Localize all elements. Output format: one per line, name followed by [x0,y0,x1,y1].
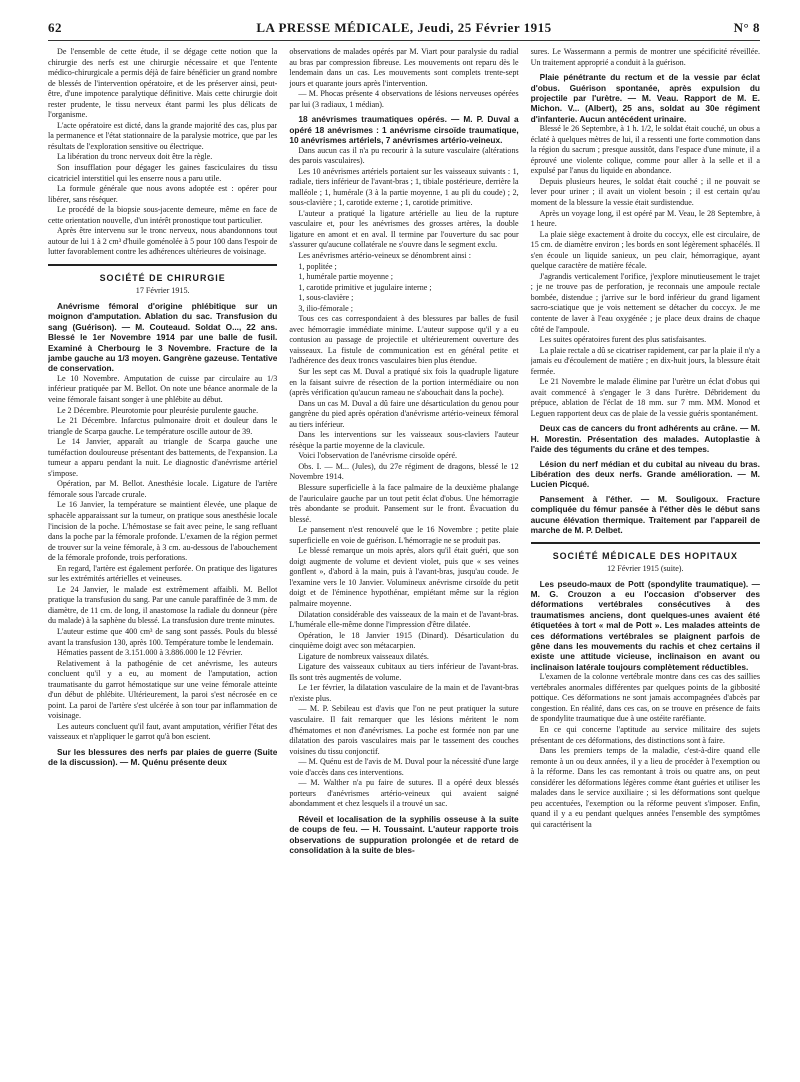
paragraph: Blessure superficielle à la face palmaire de la deuxième phalange de l'auriculaire gauche par un tout petit éclat d'obus. Une hémorragie très abondante se produit. Pansement sur le front. Évacuation du blessé. [289,483,519,524]
list-item: 1, carotide primitive et jugulaire interne ; [298,282,432,292]
paragraph: Les anévrismes artério-veineux se dénombrent ainsi : [298,250,471,260]
list-item: 1, sous-clavière ; [298,293,354,303]
article-heading: Deux cas de cancers du front adhérents au crâne. — M. H. Morestin. Présentation des malades. Autoplastie à l'aide des téguments du crâne et des tempes. [530,423,760,455]
paragraph: La plaie siège exactement à droite du coccyx, elle est circulaire, de 15 cm. de diamètre environ ; les bords en sont légèrement sphacélés. Il s'en écoule un liquide sanieux, un peu clair, hémorragique, ayant quelque caractère de matière fécale. [530,229,760,271]
paragraph: — M. Walther n'a pu faire de sutures. Il a opéré deux blessés porteurs d'anévrismes artério-veineux qui avaient saigné abondamment et chez lesquels il a trouvé un sac. [289,778,519,809]
article-heading: Sur les blessures des nerfs par plaies de guerre (Suite de la discussion). — M. Quénu présente deux [48,747,278,768]
paragraph: Dans les interventions sur les vaisseaux sous-claviers l'auteur résèque la partie moyenne de la clavicule. [289,430,519,450]
page-number: 62 [48,20,62,35]
section-title: SOCIÉTÉ MÉDICALE DES HOPITAUX [552,550,738,561]
paragraph: En ce qui concerne l'aptitude au service militaire des sujets présentant de ces déformations, des distinctions sont à faire. [530,724,760,745]
paragraph: observations de malades opérés par M. Viart pour paralysie du radial au bras par compression fibreuse. Les mouvements ont reparu dès le lendemain dans un cas. Les mouvements sont complets trente-sept jours et quarante jours après l'intervention. [289,47,519,88]
paragraph: L'acte opératoire est dicté, dans la grande majorité des cas, plus par la permanence et l'état stationnaire de la paralysie motrice, que par les résultats de l'exploration sensitive ou électrique. [48,120,278,151]
paragraph: Opération, par M. Bellot. Anesthésie locale. Ligature de l'artère fémorale sous l'arcade crurale. [48,479,278,499]
text-columns [48,47,760,1082]
paragraph: Obs. I. — M... (Jules), du 27e régiment de dragons, blessé le 12 Novembre 1914. [289,461,519,482]
paragraph: — M. Phocas présente 4 observations de lésions nerveuses opérées par lui (3 radiaux, 1 médian). [289,89,519,109]
section-divider [48,264,277,266]
paragraph: — M. P. Sebileau est d'avis que l'on ne peut pratiquer la suture vasculaire. Il fait remarquer que les lésions méritent le nom d'hématomes et non d'anévrismes. La poche est formée non par une dilatation des parois vasculaires mais par le tassement des couches voisines du tissu conjonctif. [289,704,519,756]
paragraph: En regard, l'artère est également perforée. On pratique des ligatures sur les extrémités artérielles et veineuses. [48,563,278,584]
paragraph: Après un voyage long, il est opéré par M. Veau, le 28 Septembre, à 1 heure. [530,208,760,229]
list-item: 1, poplitée ; [298,261,337,271]
article-heading: Les pseudo-maux de Pott (spondylite traumatique). — M. G. Crouzon a eu l'occasion d'observer des déformations vertébrales consécutives à des traumatismes anciens, dont quelques-unes avaient été étiquetées à tort « mal de Pott ». Les malades atteints de ces déformations vertébrales se plaignent parfois de gêne dans les mouvements du rachis et chez certains il existe une attitude vicieuse, inclinaison en avant ou inclinaison latérale toujours complètement réductibles. [530,578,760,672]
paragraph: Le 10 Novembre. Amputation de cuisse par circulaire au 1/3 inférieur pratiquée par M. Bellot. On note une béance anormale de la veine fémorale faisant songer à une phlébite au début. [48,373,278,404]
paragraph: Le 2 Décembre. Pleurotomie pour pleurésie purulente gauche. [57,405,259,415]
paragraph: Sur les sept cas M. Duval a pratiqué six fois la quadruple ligature en la faisant suivre de résection de la portion intermédiaire ou non (après vérification qu'aucun rameau ne s'abouchait dans la poche). [289,366,519,398]
article-heading: Plaie pénétrante du rectum et de la vessie par éclat d'obus. Guérison spontanée, après expulsion du projectile par l'urètre. — M. Veau. Rapport de M. E. Michon. V... (Albert), 25 ans, soldat au 30e régiment d'infanterie. Aucun antécédent urinaire. [530,72,760,124]
paragraph: Le pansement n'est renouvelé que le 16 Novembre ; petite plaie superficielle en voie de guérison. L'hémorragie ne se produit pas. [289,525,519,545]
section-date: 12 Février 1915 (suite). [607,564,684,574]
paragraph: Opération, le 18 Janvier 1915 (Dinard). Désarticulation du cinquième doigt avec son métacarpien. [289,630,519,651]
paragraph: Dans un cas M. Duval a dû faire une désarticulation du genou pour gangrène du pied après opération d'anévrisme artério-veineux fémoral au tiers inférieur. [289,398,519,429]
section-date: 17 Février 1915. [135,286,190,296]
article-heading: Anévrisme fémoral d'origine phlébitique sur un moignon d'amputation. Ablation du sac. Transfusion du sang (Guérison). — M. Couteaud. Soldat O..., 22 ans. Blessé le 1er Novembre 1914 par une balle de fusil. Examiné à Cherbourg le 3 Novembre. Fracture de la jambe gauche au 1/3 moyen. Gangrène gazeuse. Tentative de conservation. [48,301,278,374]
article-heading: Pansement à l'éther. — M. Souligoux. Fracture compliquée du fémur pansée à l'éther dès le début sans aucune élévation thermique. Traitement par l'appareil de marche de M. P. Delbet. [530,493,760,536]
paragraph: Le 21 Décembre. Infarctus pulmonaire droit et douleur dans le triangle de Scarpa gauche. Le température oscille autour de 39. [48,416,278,436]
paragraph: J'agrandis verticalement l'orifice, j'explore minutieusement le trajet ; je ne trouve pas de perforation, je reconnais une ampoule rectale bombée, distendue ; j'arrive sur le bord inférieur du grand ligament sacro-sciatique que je vois nettement se détacher du coccyx. Je me contente de laver à l'eau oxygénée ; je place deux drains de chaque côté de l'ampoule. [530,271,760,334]
paragraph: Relativement à la pathogénie de cet anévrisme, les auteurs concluent qu'il y a eu, au moment de l'amputation, action traumatisante du garrot hémostatique sur une veine fémorale atteinte d'un début de phlébite. Ultérieurement, la paroi s'est nécrosée en ce point. La paroi de l'artère s'est ulcérée à son tour par inflammation de voisinage. [48,658,278,721]
header-rule [48,40,760,41]
paragraph: Dilatation considérable des vaisseaux de la main et de l'avant-bras. L'humérale elle-même donne l'impression d'être dilatée. [289,609,519,630]
paragraph: De l'ensemble de cette étude, il se dégage cette notion que la chirurgie des nerfs est une chirurgie nécessaire et que l'entente médico-chirurgicale a permis déjà de faire bénéficier un grand nombre de blessés de l'intervention opératoire, et de les préserver ainsi, peut-être, d'une impotence paralytique définitive. Mais cette chirurgie doit rester prudente, le tissu nerveux étant parmi les plus délicats de l'organisme. [48,47,278,120]
paragraph: sures. Le Wassermann a permis de montrer une spécificité réveillée. Un traitement approprié a conduit à la guérison. [530,47,760,67]
paragraph: Le 16 Janvier, la température se maintient élevée, une plaque de sphacèle apparaissant sur la tumeur, on pratique sous anesthésie locale l'incision de la poche. L'hémostase se fait avec peine, le sang refluant dans la poche par la fémorale profonde. L'examen de la région permet de trouver sur la veine fémorale, à 3 cm. au-dessous de l'abouchement de la fémorale profonde, trois perforations. [48,500,278,563]
paragraph: Dans les premiers temps de la maladie, c'est-à-dire quand elle remonte à un ou deux années, il y a lieu de procéder à l'exemption ou à la réforme. Dans les cas remontant à trois ou quatre ans, on peut considérer les déformations légères comme étant guéries et utiliser les malades dans le service auxiliaire ; si les déformations sont quelque peu accentuées, l'exemption ou la réforme peuvent s'imposer. Enfin, quand il y a eu pendant quelques années l'ensemble des symptômes qui caractérisent la [530,746,760,829]
paragraph: La plaie rectale a dû se cicatriser rapidement, car par la plaie il n'y a jamais eu d'écoulement de matière ; en dix-huit jours, la blessure était fermée. [530,345,760,376]
paragraph: — M. Quénu est de l'avis de M. Duval pour la nécessité d'une large voie d'accès dans ces interventions. [289,757,519,777]
paragraph: Ligature de nombreux vaisseaux dilatés. [298,651,429,661]
column-right [531,47,760,1082]
paragraph: L'auteur a pratiqué la ligature artérielle au lieu de la rupture vasculaire et, pour les anévrismes des grosses artères, la double ligature en amont et en aval. Il termine par l'ouverture du sac pour s'assurer qu'aucune collatérale ne s'ouvre dans le segment exclu. [289,208,519,250]
running-header [48,20,760,38]
article-heading: Réveil et localisation de la syphilis osseuse à la suite de coups de feu. — H. Toussaint. L'auteur rapporte trois observations de suppuration prolongée et de retard de consolidation à la suite de bles- [289,813,519,856]
paragraph: Les 10 anévrismes artériels portaient sur les vaisseaux suivants : 1, radiale, tiers inférieur de l'avant-bras ; 1, tibiale postérieure, derrière la malléole ; 1, humérale (3 à la partie moyenne, 1 au pli du coude) ; 2, sous-clavière ; 1, carotide externe ; 1, carotide primitive. [289,166,519,208]
paragraph: Les auteurs concluent qu'il faut, avant amputation, vérifier l'état des vaisseaux et n'appliquer le garrot qu'à bon escient. [48,721,278,742]
issue-number: N° 8 [733,20,760,35]
section-title: SOCIÉTÉ DE CHIRURGIE [99,272,226,283]
paragraph: Le procédé de la biopsie sous-jacente demeure, même en face de cette orientation nouvelle, d'un intérêt pronostique tout particulier. [48,205,278,225]
paragraph: Le 1er février, la dilatation vasculaire de la main et de l'avant-bras n'existe plus. [289,683,519,703]
paragraph: La libération du tronc nerveux doit être la règle. [57,152,213,162]
paragraph: Voici l'observation de l'anévrisme cirsoïde opéré. [298,451,458,461]
list-item: 1, humérale partie moyenne ; [298,272,393,282]
paragraph: Tous ces cas correspondaient à des blessures par balles de fusil avec hémorragie immédiate minime. L'auteur suppose qu'il y a eu contusion au passage de projectile et ultérieurement ouverture des vaisseaux. La fistule de communication est en général petite et l'adhérence des deux troncs vasculaires bien plus étendue. [289,314,519,366]
paragraph: Blessé le 26 Septembre, à 1 h. 1/2, le soldat était couché, un obus a éclaté à quelques mètres de lui, il a ressenti une forte commotion dans la région du sacrum ; presque aussitôt, dans l'espace d'une minute, il a éprouvé une violente colique, comme pour aller à la selle et il a expulsé par l'anus du liquide en abondance. [530,124,760,176]
paragraph: Son insufflation pour dégager les gaines fasciculaires du tissu cicatriciel interstitiel qui les enserre nous a paru utile. [48,163,278,183]
paragraph: Hématies passent de 3.151.000 à 3.886.000 le 12 Février. [57,648,243,658]
paragraph: Depuis plusieurs heures, le soldat était couché ; il ne pouvait se lever pour uriner ; il avait un violent besoin ; il est certain qu'au moment de la blessure la vessie était surdistendue. [530,176,760,207]
paragraph: Le blessé remarque un mois après, alors qu'il était guéri, que son doigt augmente de volume et devient violet, puis que « ses veines gonflent », d'abord à la main, puis à l'avant-bras, jusqu'au coude. Je l'examine vers le 10 Janvier. Volumineux anévrisme cirsoïde du petit doigt et de l'éminence hypothénar, empiétant même sur la région palmaire moyenne. [289,546,519,609]
paragraph: Après être intervenu sur le tronc nerveux, nous abandonnons tout autour de lui 1 à 2 cm³ d'huile goménolée à 5 pour 100 dans l'espoir de lutter favorablement contre les adhérences ultérieures de voisinage. [48,226,278,257]
article-heading: 18 anévrismes traumatiques opérés. — M. P. Duval a opéré 18 anévrismes : 1 anévrisme cirsoïde traumatique, 10 anévrismes artériels, 7 anévrismes artério-veineux. [289,114,519,146]
paragraph: Dans aucun cas il n'a pu recourir à la suture vasculaire (altérations des parois vasculaires). [289,145,519,166]
column-left [48,47,277,1082]
paragraph: Le 24 Janvier, le malade est extrêmement affaibli. M. Bellot pratique la transfusion du sang. Par une canule paraffinée de 3 mm. de diamètre, de 11 cm. de long, il anastomose la radiale du donneur (père du malade) à la saphène du blessé. La transfusion dure trente minutes. [48,584,278,626]
paragraph: Le 21 Novembre le malade élimine par l'urètre un éclat d'obus qui avait commencé à s'engager le 3 dans l'urètre. Débridement du prépuce, ablation de l'éclat de 18 mm. sur 7 mm. MM. Monod et Leguen rapportent deux cas de plaie de la vessie guéris spontanément. [530,377,760,418]
journal-title: LA PRESSE MÉDICALE, Jeudi, 25 Février 1915 [256,20,552,35]
section-divider [531,542,760,544]
paragraph: L'examen de la colonne vertébrale montre dans ces cas des saillies vertébrales anormales différentes par quelques points de la gibbosité pottique. Ces déformations ne sont jamais accompagnées d'abcès par congestion. En réalité, dans ces cas, on se trouve en présence de faits de spondylite traumatique due à une ostéite raréfiante. [530,672,760,724]
paragraph: Le 14 Janvier, apparaît au triangle de Scarpa gauche une tuméfaction douloureuse présentant des battements, de l'expansion. La tumeur a apparu pendant la nuit. Le diagnostic d'anévrisme artériel s'impose. [48,437,278,478]
list-item: 3, ilio-fémorale ; [298,303,353,313]
article-heading: Lésion du nerf médian et du cubital au niveau du bras. Libération des deux nerfs. Grande amélioration. — M. Lucien Picqué. [530,458,760,490]
paragraph: Ligature des vaisseaux cubitaux au tiers inférieur de l'avant-bras. Ils sont très augmentés de volume. [289,662,519,682]
paragraph: L'auteur estime que 400 cm³ de sang sont passés. Pouls du blessé avant la transfusion 130, après 100. Température tombe le lendemain. [48,627,278,647]
paragraph: La formule générale que nous avons adoptée est : opérer pour libérer, sans réséquer. [48,184,278,204]
paragraph: Les suites opératoires furent des plus satisfaisantes. [539,335,707,345]
column-middle [289,47,518,1082]
